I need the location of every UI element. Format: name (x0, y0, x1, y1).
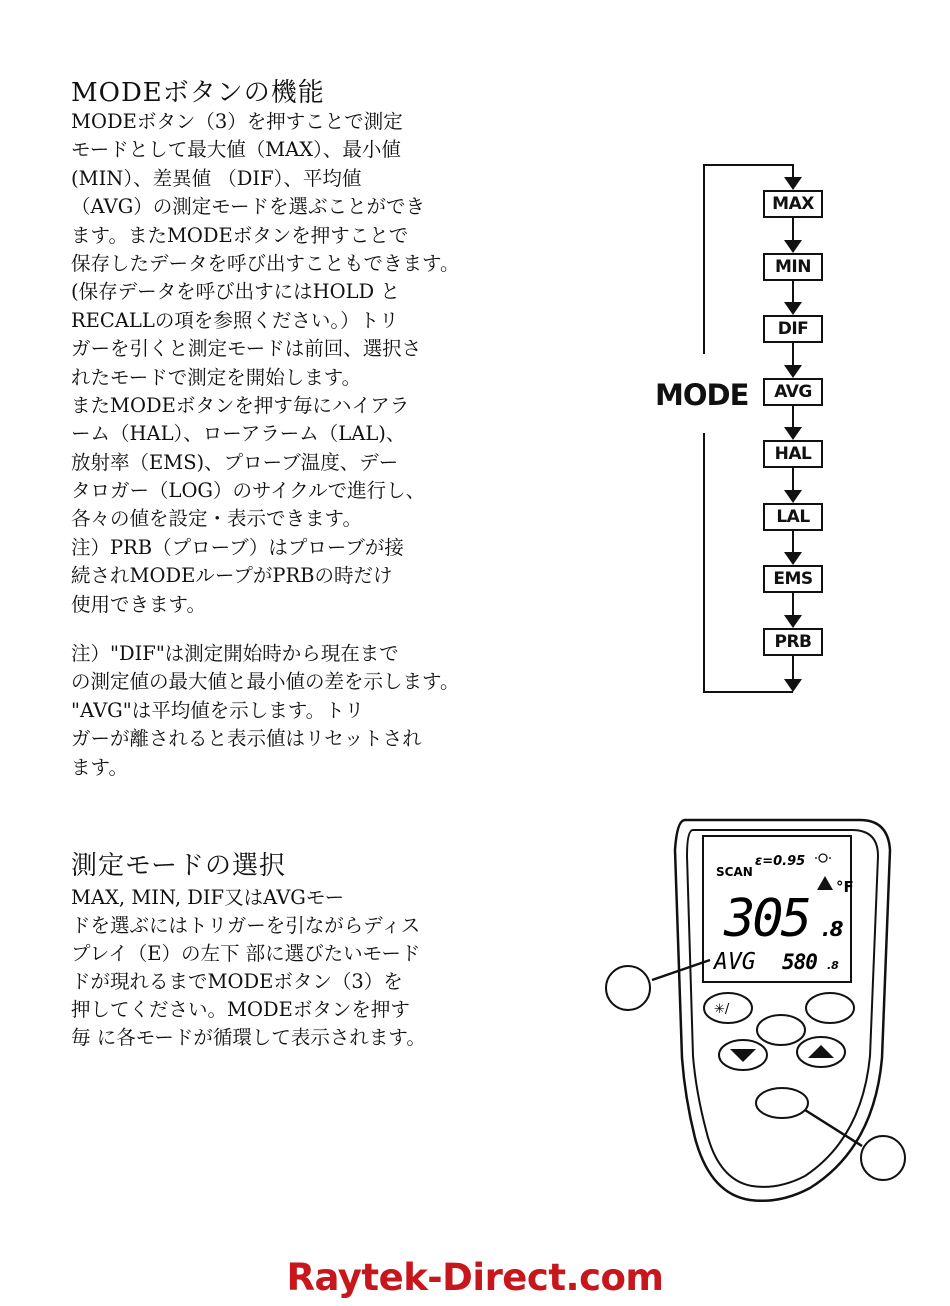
mode-box-min: MIN (763, 253, 823, 281)
mode-label: MODE (655, 378, 749, 412)
text-line: ます。またMODEボタンを押すことで (71, 223, 409, 247)
text-line: (MIN）、差異値 （DIF）、平均値 (71, 166, 362, 190)
text-line: 各々の値を設定・表示できます。 (71, 507, 362, 531)
mode-button[interactable] (806, 993, 854, 1023)
main-reading: 305 (724, 889, 809, 949)
text-line: 保存したデータを呼び出すこともできます。 (71, 251, 460, 275)
text-line: 放射率（EMS)、プローブ温度、デー (71, 450, 399, 474)
down-button[interactable] (719, 1040, 767, 1070)
down-arrow-icon (784, 552, 802, 565)
text-line: 注）PRB（プローブ）はプローブが接 (71, 535, 404, 559)
note-line: 注）"DIF"は測定開始時から現在まで (71, 642, 399, 665)
text-line: 続されMODEループがPRBの時だけ (71, 564, 393, 588)
down-arrow-icon (784, 490, 802, 503)
sub-reading: 580 (782, 950, 817, 974)
emissivity-readout: ε=0.95 (755, 854, 806, 869)
up-button[interactable] (797, 1037, 845, 1067)
trigger-button[interactable] (756, 1088, 808, 1118)
text-line: 毎 に各モードが循環して表示されます。 (71, 1026, 426, 1049)
mode-box-ems: EMS (763, 565, 823, 593)
thermometer-device-illustration (600, 808, 920, 1208)
text-line: れたモードで測定を開始します。 (71, 365, 362, 389)
main-reading-decimal: .8 (822, 917, 844, 941)
center-button[interactable] (757, 1015, 805, 1045)
down-arrow-icon (784, 365, 802, 378)
mode-function-paragraph (71, 108, 459, 619)
footer-website-link[interactable]: Raytek-Direct.com (286, 1256, 664, 1299)
text-line: タロガー（LOG）のサイクルで進行し、 (71, 479, 426, 503)
down-arrow-icon (784, 302, 802, 315)
text-line: ガーを引くと測定モードは前回、選択さ (71, 337, 422, 361)
note-line: の測定値の最大値と最小値の差を示します。 (71, 670, 460, 694)
mode-indicator: AVG (714, 949, 756, 975)
unit-label: °F (836, 878, 854, 896)
mode-box-prb: PRB (763, 628, 823, 656)
note-line: "AVG"は平均値を示します。トリ (71, 698, 365, 722)
backlight-laser-icon: ✳/ (714, 1002, 730, 1017)
down-arrow-icon (784, 427, 802, 440)
loop-line-left-bottom (703, 433, 705, 693)
text-line: 押してください。MODEボタンを押す (71, 998, 410, 1021)
note-line: ガーが離されると表示値はリセットされ (71, 727, 422, 751)
text-line: MODEボタン（3）を押すことで測定 (71, 110, 403, 133)
down-arrow-icon (784, 177, 802, 190)
scan-indicator: SCAN (716, 865, 753, 879)
mode-box-max: MAX (763, 190, 823, 218)
backlight-laser-button[interactable] (704, 993, 752, 1023)
sub-reading-decimal: .8 (827, 959, 839, 972)
down-arrow-icon (784, 240, 802, 253)
section-title-mode-select: 測定モードの選択 (71, 851, 286, 881)
text-line: MAX, MIN, DIF又はAVGモー (71, 886, 345, 909)
mode-box-lal: LAL (763, 503, 823, 531)
text-line: ーム（HAL）、ローアラーム（LAL)、 (71, 422, 406, 446)
mode-box-avg: AVG (763, 378, 823, 406)
text-line: ドを選ぶにはトリガーを引ながらディス (71, 914, 421, 937)
text-line: 使用できます。 (71, 592, 206, 616)
mode-select-paragraph (71, 884, 426, 1052)
down-arrow-icon (784, 679, 802, 692)
text-line: モードとして最大値（MAX）、最小値 (71, 138, 401, 162)
down-arrow-icon (784, 615, 802, 628)
loop-line-top (703, 164, 793, 166)
text-line: プレイ（E）の左下 部に選びたいモード (71, 942, 421, 965)
section-title-mode-function: MODEボタンの機能 (71, 78, 325, 108)
mode-box-dif: DIF (763, 315, 823, 343)
note-line: ます。 (71, 755, 128, 779)
loop-line-bottom (703, 691, 793, 693)
mode-box-hal: HAL (763, 440, 823, 468)
text-line: RECALLの項を参照ください。）トリ (71, 308, 399, 332)
loop-line-left-top (703, 164, 705, 354)
text-line: (保存データを呼び出すにはHOLD と (71, 280, 400, 304)
text-line: ドが現れるまでMODEボタン（3）を (71, 970, 403, 993)
notes-paragraph (71, 640, 459, 782)
text-line: （AVG）の測定モードを選ぶことができ (71, 195, 425, 219)
text-line: またMODEボタンを押す毎にハイアラ (71, 393, 410, 417)
